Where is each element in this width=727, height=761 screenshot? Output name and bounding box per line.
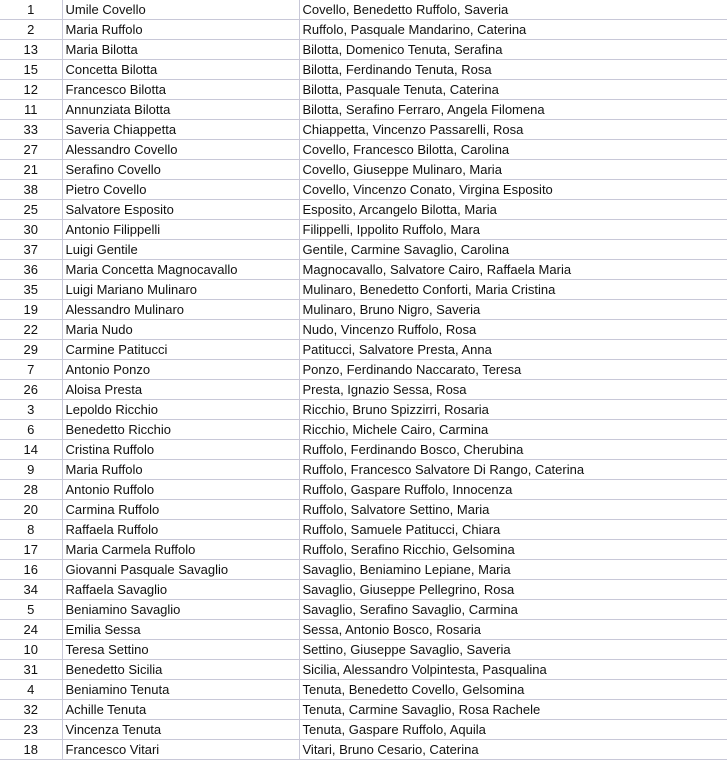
- row-number-cell: 23: [0, 720, 62, 740]
- table-row: [0, 260, 727, 280]
- row-number-cell: 24: [0, 620, 62, 640]
- table-row: [0, 180, 727, 200]
- table-row: [0, 80, 727, 100]
- table-row: [0, 380, 727, 400]
- parents-cell: Filippelli, Ippolito Ruffolo, Mara: [299, 220, 727, 240]
- table-row: [0, 200, 727, 220]
- table-row: [0, 720, 727, 740]
- row-number-cell: 10: [0, 640, 62, 660]
- parents-cell: Covello, Benedetto Ruffolo, Saveria: [299, 0, 727, 20]
- parents-cell: Vitari, Bruno Cesario, Caterina: [299, 740, 727, 760]
- table-row: [0, 680, 727, 700]
- parents-cell: Tenuta, Gaspare Ruffolo, Aquila: [299, 720, 727, 740]
- row-number-cell: 5: [0, 600, 62, 620]
- parents-cell: Ruffolo, Salvatore Settino, Maria: [299, 500, 727, 520]
- table-row: [0, 480, 727, 500]
- person-name-cell: Benedetto Ricchio: [62, 420, 299, 440]
- row-number-cell: 33: [0, 120, 62, 140]
- parents-cell: Sicilia, Alessandro Volpintesta, Pasqualina: [299, 660, 727, 680]
- person-name-cell: Achille Tenuta: [62, 700, 299, 720]
- table-row: [0, 600, 727, 620]
- parents-cell: Bilotta, Serafino Ferraro, Angela Filomena: [299, 100, 727, 120]
- parents-cell: Covello, Vincenzo Conato, Virgina Esposito: [299, 180, 727, 200]
- table-row: [0, 640, 727, 660]
- person-name-cell: Maria Ruffolo: [62, 460, 299, 480]
- parents-cell: Mulinaro, Benedetto Conforti, Maria Cristina: [299, 280, 727, 300]
- person-name-cell: Teresa Settino: [62, 640, 299, 660]
- person-name-cell: Maria Nudo: [62, 320, 299, 340]
- person-name-cell: Pietro Covello: [62, 180, 299, 200]
- table-row: [0, 300, 727, 320]
- row-number-cell: 25: [0, 200, 62, 220]
- person-name-cell: Antonio Ponzo: [62, 360, 299, 380]
- person-name-cell: Antonio Filippelli: [62, 220, 299, 240]
- row-number-cell: 31: [0, 660, 62, 680]
- parents-cell: Mulinaro, Bruno Nigro, Saveria: [299, 300, 727, 320]
- parents-cell: Tenuta, Carmine Savaglio, Rosa Rachele: [299, 700, 727, 720]
- row-number-cell: 38: [0, 180, 62, 200]
- parents-cell: Covello, Francesco Bilotta, Carolina: [299, 140, 727, 160]
- person-name-cell: Carmine Patitucci: [62, 340, 299, 360]
- table-row: [0, 40, 727, 60]
- parents-cell: Ruffolo, Serafino Ricchio, Gelsomina: [299, 540, 727, 560]
- person-name-cell: Carmina Ruffolo: [62, 500, 299, 520]
- row-number-cell: 11: [0, 100, 62, 120]
- person-name-cell: Lepoldo Ricchio: [62, 400, 299, 420]
- row-number-cell: 18: [0, 740, 62, 760]
- row-number-cell: 29: [0, 340, 62, 360]
- row-number-cell: 21: [0, 160, 62, 180]
- table-row: [0, 660, 727, 680]
- row-number-cell: 6: [0, 420, 62, 440]
- row-number-cell: 32: [0, 700, 62, 720]
- row-number-cell: 35: [0, 280, 62, 300]
- row-number-cell: 17: [0, 540, 62, 560]
- table-row: [0, 540, 727, 560]
- parents-cell: Nudo, Vincenzo Ruffolo, Rosa: [299, 320, 727, 340]
- table-row: [0, 700, 727, 720]
- table-row: [0, 120, 727, 140]
- table-row: [0, 20, 727, 40]
- table-row: [0, 360, 727, 380]
- table-row: [0, 620, 727, 640]
- table-row: [0, 100, 727, 120]
- row-number-cell: 19: [0, 300, 62, 320]
- row-number-cell: 37: [0, 240, 62, 260]
- parents-cell: Gentile, Carmine Savaglio, Carolina: [299, 240, 727, 260]
- person-name-cell: Alessandro Mulinaro: [62, 300, 299, 320]
- table-row: [0, 140, 727, 160]
- parents-cell: Ruffolo, Ferdinando Bosco, Cherubina: [299, 440, 727, 460]
- person-name-cell: Cristina Ruffolo: [62, 440, 299, 460]
- parents-cell: Ruffolo, Gaspare Ruffolo, Innocenza: [299, 480, 727, 500]
- row-number-cell: 30: [0, 220, 62, 240]
- row-number-cell: 34: [0, 580, 62, 600]
- table-row: [0, 320, 727, 340]
- person-name-cell: Antonio Ruffolo: [62, 480, 299, 500]
- person-name-cell: Maria Ruffolo: [62, 20, 299, 40]
- table-row: [0, 580, 727, 600]
- parents-cell: Savaglio, Serafino Savaglio, Carmina: [299, 600, 727, 620]
- person-name-cell: Annunziata Bilotta: [62, 100, 299, 120]
- table-row: [0, 0, 727, 20]
- person-name-cell: Beniamino Tenuta: [62, 680, 299, 700]
- parents-cell: Tenuta, Benedetto Covello, Gelsomina: [299, 680, 727, 700]
- row-number-cell: 14: [0, 440, 62, 460]
- table-row: [0, 60, 727, 80]
- row-number-cell: 20: [0, 500, 62, 520]
- parents-cell: Chiappetta, Vincenzo Passarelli, Rosa: [299, 120, 727, 140]
- table-row: [0, 280, 727, 300]
- table-row: [0, 520, 727, 540]
- parents-cell: Presta, Ignazio Sessa, Rosa: [299, 380, 727, 400]
- person-name-cell: Luigi Mariano Mulinaro: [62, 280, 299, 300]
- parents-cell: Esposito, Arcangelo Bilotta, Maria: [299, 200, 727, 220]
- row-number-cell: 36: [0, 260, 62, 280]
- person-name-cell: Maria Bilotta: [62, 40, 299, 60]
- parents-cell: Patitucci, Salvatore Presta, Anna: [299, 340, 727, 360]
- person-name-cell: Aloisa Presta: [62, 380, 299, 400]
- person-name-cell: Francesco Vitari: [62, 740, 299, 760]
- table-row: [0, 560, 727, 580]
- person-name-cell: Giovanni Pasquale Savaglio: [62, 560, 299, 580]
- person-name-cell: Raffaela Savaglio: [62, 580, 299, 600]
- table-row: [0, 160, 727, 180]
- person-name-cell: Alessandro Covello: [62, 140, 299, 160]
- parents-cell: Ricchio, Michele Cairo, Carmina: [299, 420, 727, 440]
- row-number-cell: 2: [0, 20, 62, 40]
- row-number-cell: 26: [0, 380, 62, 400]
- person-name-cell: Maria Carmela Ruffolo: [62, 540, 299, 560]
- person-name-cell: Salvatore Esposito: [62, 200, 299, 220]
- row-number-cell: 28: [0, 480, 62, 500]
- person-name-cell: Umile Covello: [62, 0, 299, 20]
- row-number-cell: 27: [0, 140, 62, 160]
- person-name-cell: Emilia Sessa: [62, 620, 299, 640]
- parents-cell: Settino, Giuseppe Savaglio, Saveria: [299, 640, 727, 660]
- parents-cell: Ricchio, Bruno Spizzirri, Rosaria: [299, 400, 727, 420]
- table-row: [0, 500, 727, 520]
- person-name-cell: Francesco Bilotta: [62, 80, 299, 100]
- parents-cell: Sessa, Antonio Bosco, Rosaria: [299, 620, 727, 640]
- parents-cell: Bilotta, Ferdinando Tenuta, Rosa: [299, 60, 727, 80]
- table-row: [0, 240, 727, 260]
- parents-cell: Ruffolo, Francesco Salvatore Di Rango, Caterina: [299, 460, 727, 480]
- person-name-cell: Saveria Chiappetta: [62, 120, 299, 140]
- parents-cell: Bilotta, Pasquale Tenuta, Caterina: [299, 80, 727, 100]
- row-number-cell: 3: [0, 400, 62, 420]
- row-number-cell: 13: [0, 40, 62, 60]
- parents-cell: Magnocavallo, Salvatore Cairo, Raffaela Maria: [299, 260, 727, 280]
- row-number-cell: 7: [0, 360, 62, 380]
- parents-cell: Covello, Giuseppe Mulinaro, Maria: [299, 160, 727, 180]
- row-number-cell: 12: [0, 80, 62, 100]
- person-name-cell: Serafino Covello: [62, 160, 299, 180]
- parents-cell: Savaglio, Beniamino Lepiane, Maria: [299, 560, 727, 580]
- table-row: [0, 440, 727, 460]
- parents-cell: Ponzo, Ferdinando Naccarato, Teresa: [299, 360, 727, 380]
- parents-cell: Ruffolo, Samuele Patitucci, Chiara: [299, 520, 727, 540]
- person-name-cell: Raffaela Ruffolo: [62, 520, 299, 540]
- parents-cell: Bilotta, Domenico Tenuta, Serafina: [299, 40, 727, 60]
- person-name-cell: Beniamino Savaglio: [62, 600, 299, 620]
- row-number-cell: 1: [0, 0, 62, 20]
- row-number-cell: 15: [0, 60, 62, 80]
- person-name-cell: Concetta Bilotta: [62, 60, 299, 80]
- person-name-cell: Benedetto Sicilia: [62, 660, 299, 680]
- table-row: [0, 460, 727, 480]
- table-row: [0, 420, 727, 440]
- person-name-cell: Luigi Gentile: [62, 240, 299, 260]
- person-name-cell: Maria Concetta Magnocavallo: [62, 260, 299, 280]
- row-number-cell: 4: [0, 680, 62, 700]
- row-number-cell: 8: [0, 520, 62, 540]
- row-number-cell: 9: [0, 460, 62, 480]
- table-row: [0, 220, 727, 240]
- parents-cell: Savaglio, Giuseppe Pellegrino, Rosa: [299, 580, 727, 600]
- table-row: [0, 340, 727, 360]
- row-number-cell: 22: [0, 320, 62, 340]
- table-row: [0, 740, 727, 760]
- parents-cell: Ruffolo, Pasquale Mandarino, Caterina: [299, 20, 727, 40]
- table-row: [0, 400, 727, 420]
- row-number-cell: 16: [0, 560, 62, 580]
- person-name-cell: Vincenza Tenuta: [62, 720, 299, 740]
